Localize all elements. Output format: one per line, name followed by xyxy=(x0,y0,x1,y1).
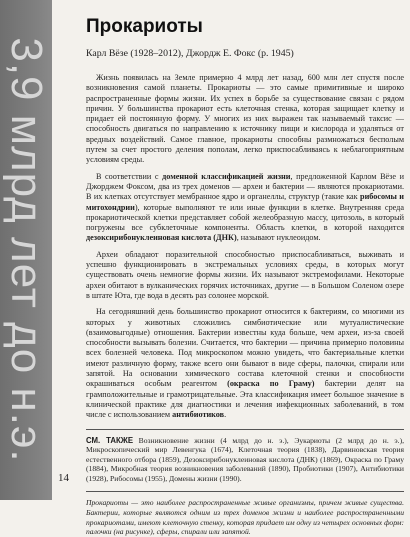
page-title: Прокариоты xyxy=(86,16,203,37)
body-text xyxy=(86,73,404,421)
bold-term: рибосомы и митохондрии xyxy=(86,192,404,212)
paragraph xyxy=(86,172,404,244)
bold-term: (окраска по Граму) xyxy=(227,379,315,389)
text-run: Археи обладают поразительной способностью приспосабливаться, выживать и успешно функционировать в экстремальных условиях среды, в которых могут существовать очень немногие формы жизни. Их называют экстремофилами. Некоторые археи обитают в вулканических горячих источниках, другие — в Большом Соленом озере в штате Юта, где вода в десять раз солонее морской. xyxy=(86,249,404,300)
paragraph xyxy=(86,250,404,301)
see-also-text: Возникновение жизни (4 млрд до н. э.), Эукариоты (2 млрд до н. э.), Микроскопический мир Левенгука (1674), Клеточная теория (1838), Дарвиновская теория естественного отбора (1859), Дезоксирибонуклеиновая кислота (ДНК) (1869), Окраска по Граму (1884), Микробная теория возникновения заболеваний (1890), Пробиотики (1907), Антибиотики (1928), Рибосомы (1955), Домены жизни (1990). xyxy=(86,435,405,483)
bold-term: антибиотиков xyxy=(172,410,225,420)
text-run: . xyxy=(224,410,227,420)
text-run: ), которые выполняют те или иные функции в клетке. Внутренняя среда прокариотической клетки представляет собой желеобразную массу, цитозоль, в который погружены все субклеточные компоненты. Область клетки, в которой находится xyxy=(86,202,404,233)
see-also-block xyxy=(86,429,404,484)
text-run: бактерии делят на грамположительные и грамотрицательные. Эта классификация имеет большое значение в клинической практике для диагностики и лечения инфекционных заболеваний, в том числе с использованием xyxy=(86,379,404,420)
authors-line: Карл Вёзе (1928–2012), Джордж Е. Фокс (р. 1945) xyxy=(86,48,294,59)
sidebar-band xyxy=(0,0,52,500)
see-also-lead: СМ. ТАКЖЕ xyxy=(86,435,134,445)
paragraph xyxy=(86,73,404,166)
page-content xyxy=(86,8,404,537)
text-run: , называют нуклеоидом. xyxy=(236,233,321,243)
figure-caption: Прокариоты — это наиболее распространенные живые организмы, причем живые существа. Бактерии, которые являются одним из трех доменов жизни и наиболее распространенными прокариотами, имеют клеточную стенку, которая придает им одну из четырех основных форм: палочки (на рисунке), сферы, спирали или запятой. xyxy=(86,491,404,536)
text-run: На сегодняшний день большинство прокариот относится к бактериям, со многими из которых у животных сложились симбиотические или мутуалистические (взаимовыгодные) отношения. Бактерии известны куда больше, чем археи, из-за своей способности вызывать болезни. Считается, что бактерии — причина примерно половины всех болезней человека. Под микроскопом можно увидеть, что бактериальные клетки имеют различную форму, также всего они бывают в виде сферы, палочки, спирали или запятой. На основании химического состава клеточной стенки и способности окрашиваться особым реагентом xyxy=(86,307,404,389)
text-run: Жизнь появилась на Земле примерно 4 млрд лет назад, 600 млн лет спустя после возникновения самой планеты. Прокариоты — это самые примитивные и широко распространенные формы жизни. Их успех в борьбе за существование связан с рядом причин. У большинства прокариот есть клеточная стенка, которая защищает клетку и придает ей постоянную форму. У многих из них выражен так называемый таксис — способность двигаться по направлению к источнику пищи и кислорода и удаляться от вредных воздействий. Самое главное, прокариоты способны размножаться бесполым путем за счет простого деления пополам, легко приспосабливаясь к неблагоприятным условиям среды. xyxy=(86,73,404,165)
bold-term: доменной классификацией жизни xyxy=(162,171,291,181)
year-label: 3,9 млрд лет до н.э. xyxy=(2,37,51,463)
paragraph xyxy=(86,307,404,420)
bold-term: дезоксирибонуклеиновая кислота (ДНК) xyxy=(86,233,237,243)
text-run: В соответствии с xyxy=(96,171,163,181)
text-run: , предложенной Карлом Вёзе и Джорджем Фоксом, два из трех доменов — археи и бактерии — являются прокариотами. В их клетках отсутствует мембранное ядро и органеллы, структур (такие как xyxy=(86,171,405,202)
page-number: 14 xyxy=(58,472,69,484)
